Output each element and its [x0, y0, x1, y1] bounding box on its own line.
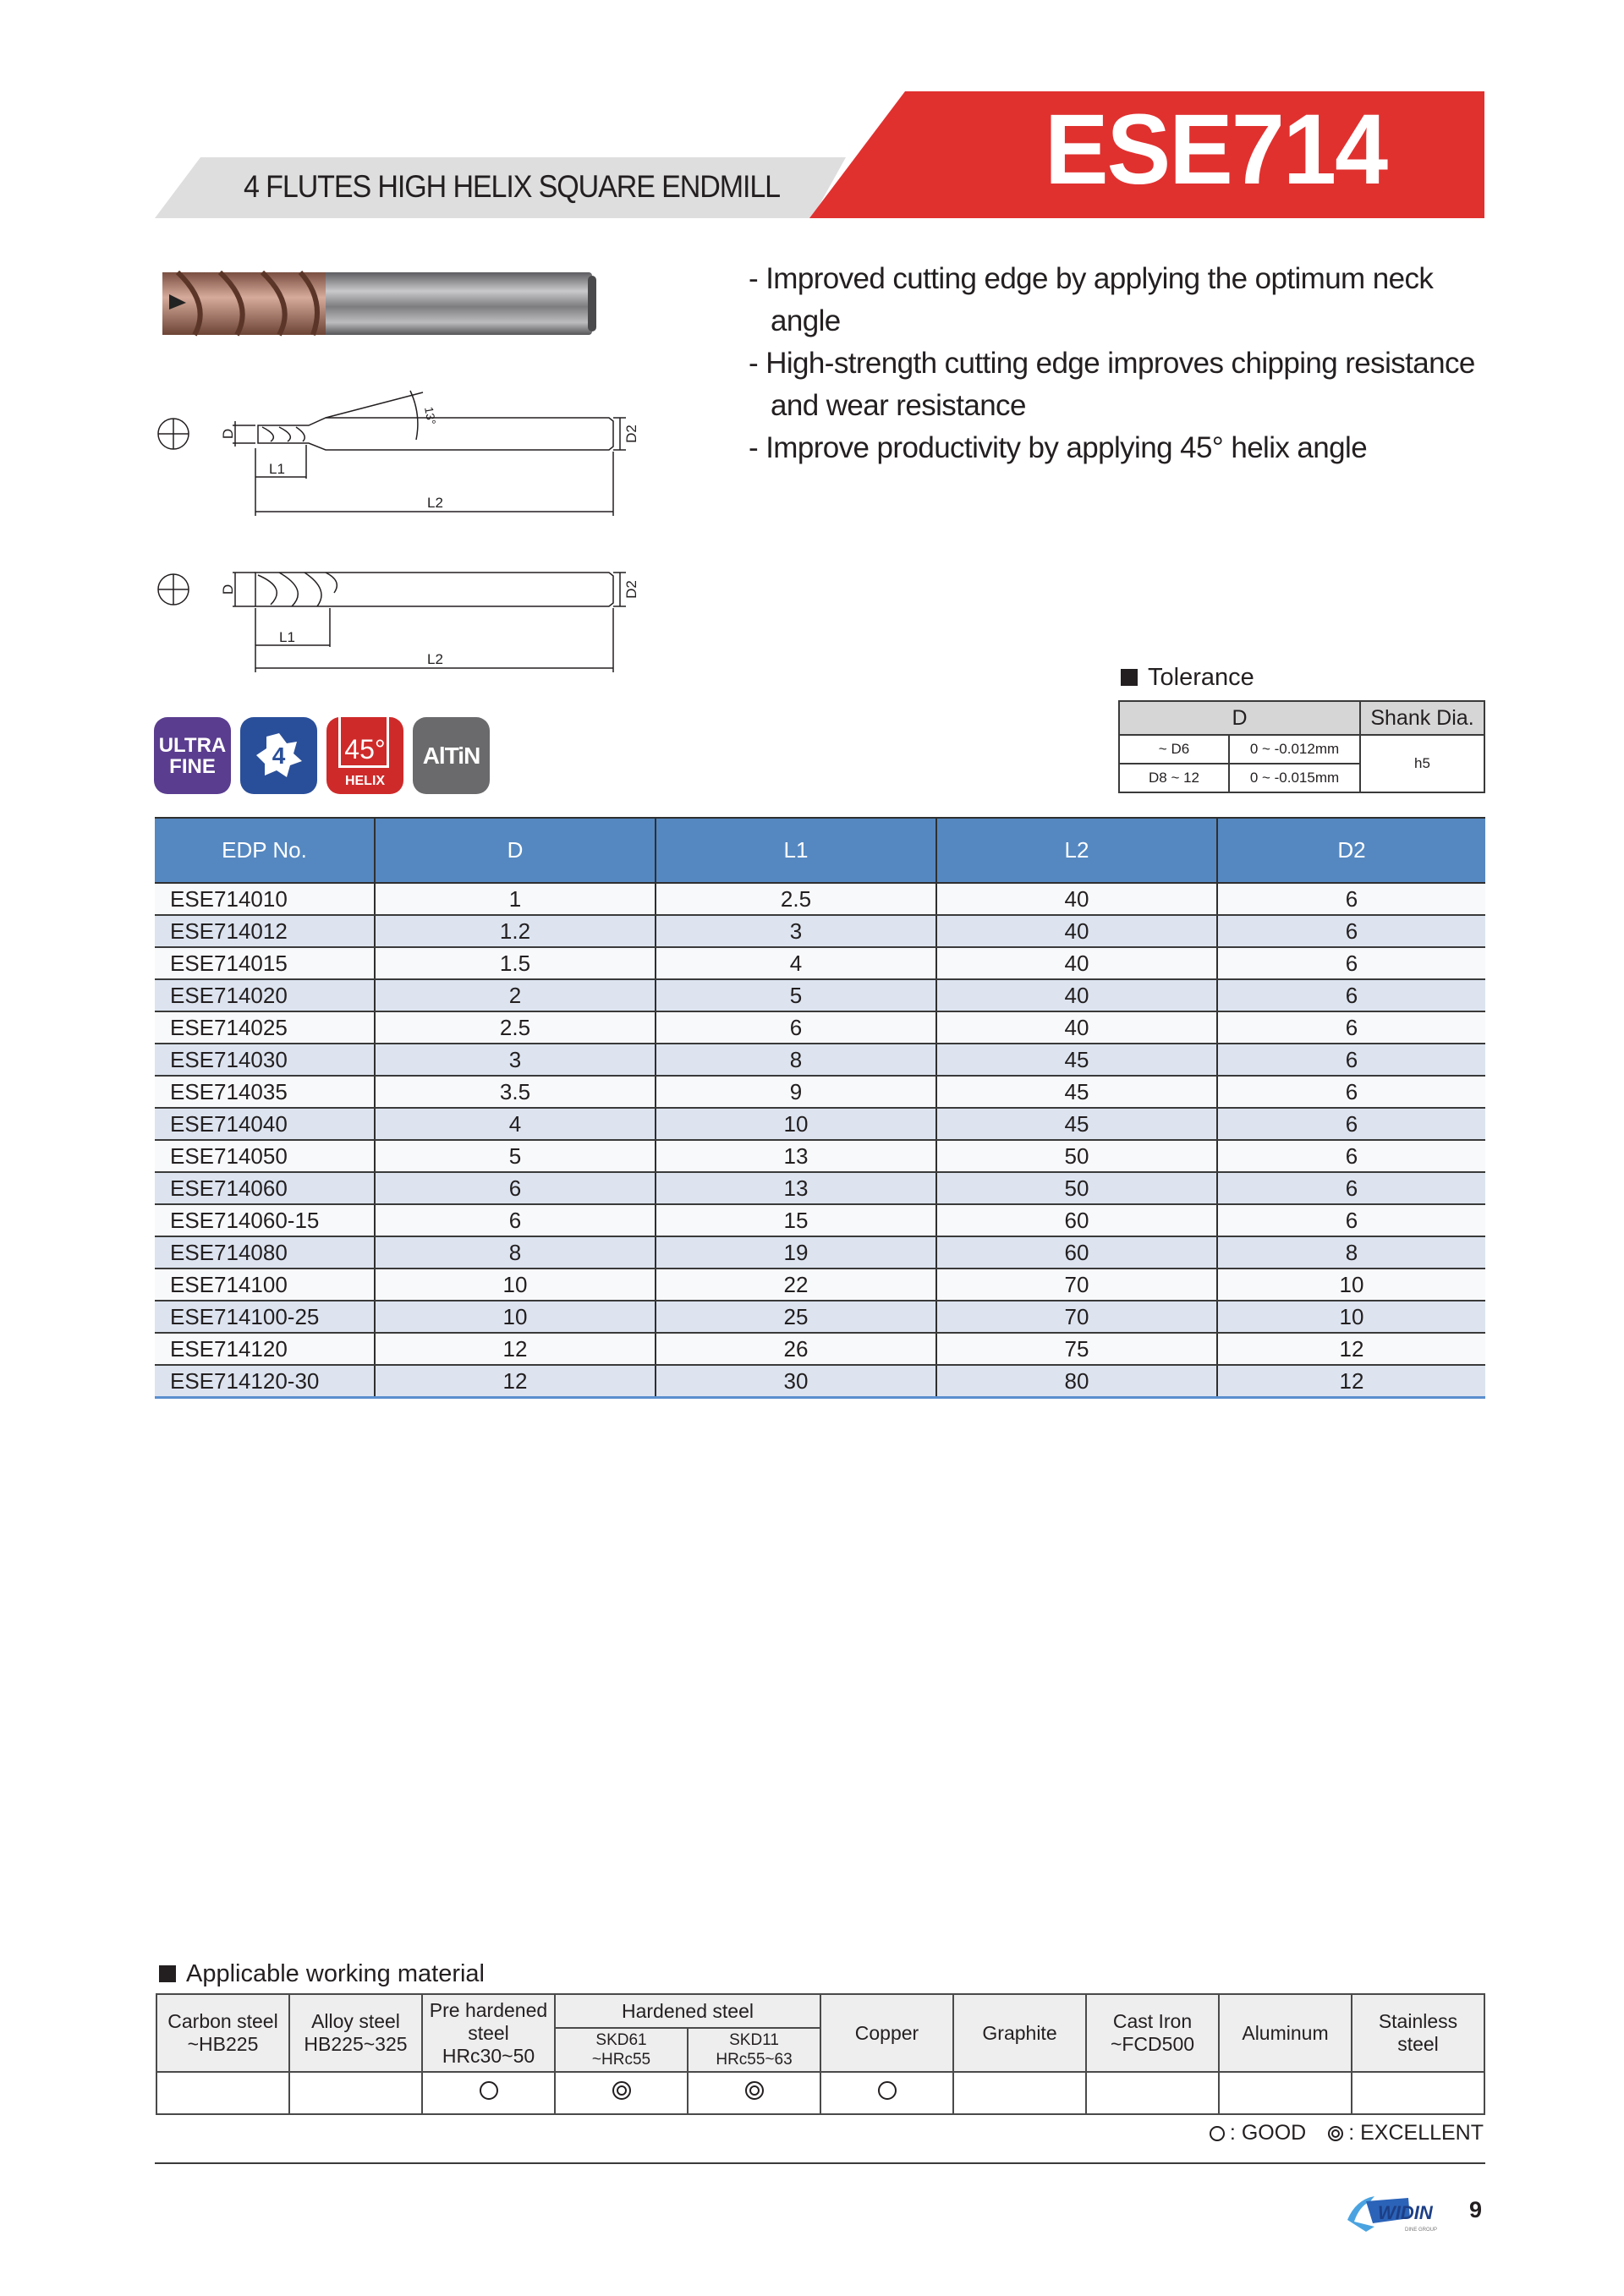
feature-item: - High-strength cutting edge improves chipping resistance and wear resistance [749, 342, 1493, 427]
edp-cell: ESE714060-15 [155, 1204, 375, 1236]
d-cell: 3.5 [375, 1076, 656, 1108]
d-cell: 10 [375, 1269, 656, 1301]
materials-table [156, 1993, 1485, 2115]
l1-cell: 30 [656, 1365, 936, 1398]
d2-cell: 6 [1217, 1172, 1485, 1204]
d2-cell: 6 [1217, 1108, 1485, 1140]
rating-row [156, 2072, 1484, 2114]
l1-cell: 19 [656, 1236, 936, 1269]
page-number: 9 [1469, 2197, 1483, 2222]
table-row [155, 1011, 1485, 1044]
mat-stainless: Stainless steel [1352, 1994, 1484, 2072]
table-row [155, 1365, 1485, 1398]
table-row [155, 1236, 1485, 1269]
edp-cell: ESE714040 [155, 1108, 375, 1140]
mat-aluminum: Aluminum [1219, 1994, 1352, 2072]
d2-cell: 6 [1217, 1044, 1485, 1076]
label-d2: D2 [623, 425, 639, 443]
tolerance-range: D8 ~ 12 [1119, 764, 1229, 792]
rating-cell [555, 2072, 688, 2114]
widin-logo [1341, 2193, 1451, 2237]
d2-cell: 6 [1217, 1011, 1485, 1044]
l1-cell: 6 [656, 1011, 936, 1044]
table-row [155, 1076, 1485, 1108]
good-circle-icon [878, 2081, 897, 2100]
l1-cell: 13 [656, 1172, 936, 1204]
rating-cell [1086, 2072, 1219, 2114]
l2-cell: 80 [936, 1365, 1217, 1398]
square-bullet-icon [1121, 669, 1138, 686]
l2-cell: 70 [936, 1269, 1217, 1301]
table-row [155, 947, 1485, 979]
tolerance-range: ~ D6 [1119, 735, 1229, 764]
rating-cell [422, 2072, 555, 2114]
d-cell: 1.5 [375, 947, 656, 979]
d-cell: 3 [375, 1044, 656, 1076]
table-row [155, 1044, 1485, 1076]
l1-cell: 8 [656, 1044, 936, 1076]
feature-item: - Improved cutting edge by applying the optimum neck angle [749, 258, 1493, 342]
d-cell: 6 [375, 1204, 656, 1236]
edp-cell: ESE714012 [155, 915, 375, 947]
l1-cell: 5 [656, 979, 936, 1011]
model-number: ESE714 [1045, 94, 1387, 205]
l1-cell: 15 [656, 1204, 936, 1236]
l2-cell: 40 [936, 979, 1217, 1011]
helix-angle-badge [326, 717, 403, 794]
rating-cell [688, 2072, 820, 2114]
tolerance-table [1118, 700, 1485, 793]
l2-cell: 50 [936, 1140, 1217, 1172]
l2-cell: 70 [936, 1301, 1217, 1333]
d-cell: 8 [375, 1236, 656, 1269]
l1-cell: 10 [656, 1108, 936, 1140]
d2-cell: 6 [1217, 979, 1485, 1011]
rating-cell [1219, 2072, 1352, 2114]
d2-cell: 6 [1217, 1076, 1485, 1108]
table-row [155, 1172, 1485, 1204]
edp-cell: ESE714010 [155, 883, 375, 915]
excellent-double-circle-icon [612, 2081, 631, 2100]
endmill-photo [161, 271, 601, 338]
l2-cell: 40 [936, 1011, 1217, 1044]
edp-cell: ESE714020 [155, 979, 375, 1011]
header-banner [0, 0, 1624, 228]
edp-cell: ESE714060 [155, 1172, 375, 1204]
d2-cell: 10 [1217, 1269, 1485, 1301]
good-circle-icon [480, 2081, 498, 2100]
coating-label: AlTiN [422, 742, 480, 769]
logo-text: WIDIN [1378, 2202, 1433, 2223]
table-row [155, 1140, 1485, 1172]
label-d2: D2 [623, 580, 639, 599]
edp-cell: ESE714120 [155, 1333, 375, 1365]
l1-cell: 3 [656, 915, 936, 947]
edp-cell: ESE714100-25 [155, 1301, 375, 1333]
mat-prehardened: Pre hardened steel HRc30~50 [422, 1994, 555, 2072]
edp-cell: ESE714050 [155, 1140, 375, 1172]
d-cell: 5 [375, 1140, 656, 1172]
spec-table-body [155, 883, 1485, 1398]
helix-label: HELIX [344, 774, 386, 788]
table-row [155, 1269, 1485, 1301]
d2-cell: 6 [1217, 1204, 1485, 1236]
edp-cell: ESE714025 [155, 1011, 375, 1044]
d-cell: 4 [375, 1108, 656, 1140]
label-l1: L1 [279, 629, 295, 645]
tolerance-header-shank: Shank Dia. [1360, 701, 1484, 735]
table-row [155, 915, 1485, 947]
table-row [155, 883, 1485, 915]
col-l1: L1 [656, 818, 936, 883]
rating-cell [953, 2072, 1086, 2114]
helix-angle: 45° [344, 734, 386, 764]
spec-table [155, 817, 1485, 1399]
feature-list [749, 258, 1493, 469]
d2-cell: 12 [1217, 1365, 1485, 1398]
l1-cell: 2.5 [656, 883, 936, 915]
d-cell: 6 [375, 1172, 656, 1204]
mat-alloy: Alloy steel HB225~325 [289, 1994, 422, 2072]
d2-cell: 6 [1217, 1140, 1485, 1172]
l1-cell: 22 [656, 1269, 936, 1301]
l2-cell: 60 [936, 1236, 1217, 1269]
label-d: D [220, 428, 236, 440]
d-cell: 10 [375, 1301, 656, 1333]
product-subtitle: 4 FLUTES HIGH HELIX SQUARE ENDMILL [244, 169, 780, 204]
rating-cell [156, 2072, 289, 2114]
edp-cell: ESE714080 [155, 1236, 375, 1269]
d2-cell: 6 [1217, 947, 1485, 979]
square-bullet-icon [159, 1965, 176, 1982]
d-cell: 2.5 [375, 1011, 656, 1044]
l2-cell: 45 [936, 1044, 1217, 1076]
d2-cell: 8 [1217, 1236, 1485, 1269]
d2-cell: 10 [1217, 1301, 1485, 1333]
excellent-double-circle-icon [745, 2081, 764, 2100]
l1-cell: 13 [656, 1140, 936, 1172]
d-cell: 1.2 [375, 915, 656, 947]
label-l1: L1 [269, 461, 285, 477]
mat-skd61: SKD61 ~HRc55 [555, 2028, 688, 2072]
mat-hardened: Hardened steel [555, 1994, 820, 2028]
label-d: D [220, 584, 236, 595]
rating-cell [289, 2072, 422, 2114]
l2-cell: 50 [936, 1172, 1217, 1204]
mat-copper: Copper [820, 1994, 953, 2072]
l2-cell: 75 [936, 1333, 1217, 1365]
table-row [155, 1108, 1485, 1140]
coating-badge [413, 717, 490, 794]
d-cell: 12 [375, 1333, 656, 1365]
l1-cell: 26 [656, 1333, 936, 1365]
flute-count: 4 [272, 742, 286, 769]
edp-cell: ESE714030 [155, 1044, 375, 1076]
l1-cell: 25 [656, 1301, 936, 1333]
l2-cell: 40 [936, 883, 1217, 915]
d2-cell: 12 [1217, 1333, 1485, 1365]
tolerance-value: 0 ~ -0.015mm [1229, 764, 1360, 792]
mat-skd11: SKD11 HRc55~63 [688, 2028, 820, 2072]
tolerance-value: 0 ~ -0.012mm [1229, 735, 1360, 764]
d-cell: 12 [375, 1365, 656, 1398]
l1-cell: 9 [656, 1076, 936, 1108]
tolerance-title: Tolerance [1121, 664, 1254, 692]
l1-cell: 4 [656, 947, 936, 979]
d2-cell: 6 [1217, 915, 1485, 947]
table-row [155, 979, 1485, 1011]
logo-subtext: DINE GROUP [1405, 2228, 1438, 2233]
table-row [155, 1301, 1485, 1333]
rating-cell [1352, 2072, 1484, 2114]
ultra-fine-badge: ULTRA FINE [154, 717, 231, 794]
rating-legend: : GOOD : EXCELLENT [1210, 2121, 1484, 2145]
label-l2: L2 [427, 495, 443, 511]
l2-cell: 40 [936, 947, 1217, 979]
d2-cell: 6 [1217, 883, 1485, 915]
edp-cell: ESE714015 [155, 947, 375, 979]
d-cell: 1 [375, 883, 656, 915]
col-d2: D2 [1217, 818, 1485, 883]
rating-cell [820, 2072, 953, 2114]
endmill-drawing-straight [152, 554, 643, 681]
table-row [155, 1204, 1485, 1236]
col-d: D [375, 818, 656, 883]
materials-title: Applicable working material [159, 1960, 485, 1988]
col-edp: EDP No. [155, 818, 375, 883]
l2-cell: 60 [936, 1204, 1217, 1236]
mat-castiron: Cast Iron ~FCD500 [1086, 1994, 1219, 2072]
flute-count-badge [240, 717, 317, 794]
l2-cell: 40 [936, 915, 1217, 947]
shank-tolerance: h5 [1360, 735, 1484, 792]
footer-divider [155, 2162, 1485, 2164]
table-row [155, 1333, 1485, 1365]
excellent-double-circle-icon [1328, 2126, 1343, 2141]
edp-cell: ESE714120-30 [155, 1365, 375, 1398]
d-cell: 2 [375, 979, 656, 1011]
l2-cell: 45 [936, 1108, 1217, 1140]
feature-badges [154, 717, 490, 794]
edp-cell: ESE714100 [155, 1269, 375, 1301]
endmill-drawing-neck [152, 389, 643, 529]
mat-carbon: Carbon steel ~HB225 [156, 1994, 289, 2072]
col-l2: L2 [936, 818, 1217, 883]
label-angle: 13° [422, 405, 439, 426]
edp-cell: ESE714035 [155, 1076, 375, 1108]
good-circle-icon [1210, 2126, 1225, 2141]
l2-cell: 45 [936, 1076, 1217, 1108]
mat-graphite: Graphite [953, 1994, 1086, 2072]
tolerance-header-d: D [1119, 701, 1360, 735]
feature-item: - Improve productivity by applying 45° helix angle [749, 427, 1493, 469]
label-l2: L2 [427, 651, 443, 667]
